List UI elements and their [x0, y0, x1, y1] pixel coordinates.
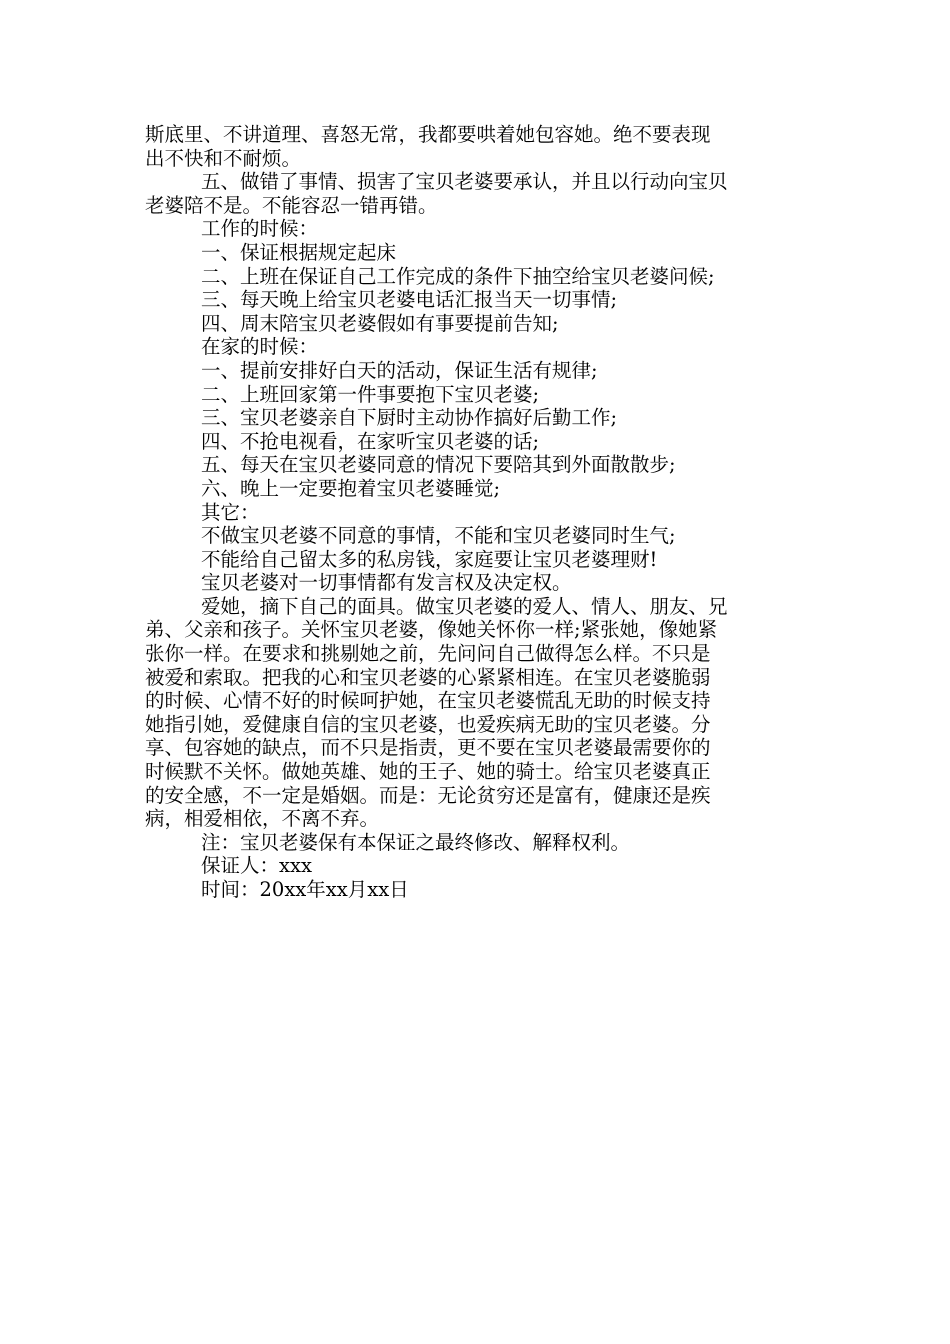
- text-line: 三、宝贝老婆亲自下厨时主动协作搞好后勤工作;: [201, 406, 618, 430]
- text-line: 张你一样。在要求和挑剔她之前，先问问自己做得怎么样。不只是: [145, 642, 711, 666]
- text-line: 不能给自己留太多的私房钱，家庭要让宝贝老婆理财!: [201, 547, 658, 571]
- paragraph: [145, 453, 807, 477]
- text-line: 出不快和不耐烦。: [145, 146, 302, 170]
- paragraph: [145, 241, 807, 265]
- paragraph: [145, 595, 807, 831]
- paragraph: [145, 265, 807, 289]
- text-line: 不做宝贝老婆不同意的事情，不能和宝贝老婆同时生气;: [201, 524, 676, 548]
- text-line: 时间：20xx年xx月xx日: [201, 878, 409, 901]
- text-line: 六、晚上一定要抱着宝贝老婆睡觉;: [201, 476, 501, 500]
- paragraph: [145, 170, 807, 217]
- paragraph: [145, 335, 807, 359]
- text-line: 斯底里、不讲道理、喜怒无常，我都要哄着她包容她。绝不要表现: [145, 123, 711, 146]
- text-line: 一、保证根据规定起床: [201, 240, 397, 264]
- text-line: 的安全感，不一定是婚姻。而是：无论贫穷还是富有，健康还是疾: [145, 783, 711, 807]
- text-line: 二、上班在保证自己工作完成的条件下抽空给宝贝老婆问候;: [201, 264, 715, 288]
- text-line: 的时候、心情不好的时候呵护她，在宝贝老婆慌乱无助的时候支持: [145, 689, 711, 713]
- paragraph: [145, 383, 807, 407]
- text-line: 保证人：xxx: [201, 854, 312, 878]
- text-line: 被爱和索取。把我的心和宝贝老婆的心紧紧相连。在宝贝老婆脆弱: [145, 665, 711, 689]
- text-line: 爱她，摘下自己的面具。做宝贝老婆的爱人、情人、朋友、兄: [201, 594, 728, 618]
- paragraph: [145, 430, 807, 454]
- text-line: 她指引她，爱健康自信的宝贝老婆，也爱疾病无助的宝贝老婆。分: [145, 712, 711, 736]
- paragraph: [145, 359, 807, 383]
- paragraph: [145, 878, 807, 902]
- text-line: 其它：: [201, 500, 260, 524]
- text-line: 三、每天晚上给宝贝老婆电话汇报当天一切事情;: [201, 288, 618, 312]
- document-body: [145, 123, 807, 902]
- text-line: 一、提前安排好白天的活动，保证生活有规律;: [201, 358, 598, 382]
- text-line: 注：宝贝老婆保有本保证之最终修改、解释权利。: [201, 830, 631, 854]
- paragraph: [145, 312, 807, 336]
- paragraph: [145, 524, 807, 548]
- text-line: 工作的时候：: [201, 217, 319, 241]
- paragraph: [145, 123, 807, 170]
- text-line: 在家的时候：: [201, 335, 319, 359]
- text-line: 五、做错了事情、损害了宝贝老婆要承认，并且以行动向宝贝: [201, 170, 728, 194]
- text-line: 享、包容她的缺点，而不只是指责，更不要在宝贝老婆最需要你的: [145, 736, 711, 760]
- text-line: 老婆陪不是。不能容忍一错再错。: [145, 193, 438, 217]
- text-line: 五、每天在宝贝老婆同意的情况下要陪其到外面散散步;: [201, 453, 676, 477]
- paragraph: [145, 854, 807, 878]
- text-line: 四、周末陪宝贝老婆假如有事要提前告知;: [201, 311, 559, 335]
- text-line: 弟、父亲和孩子。关怀宝贝老婆，像她关怀你一样;紧张她，像她紧: [145, 618, 718, 642]
- text-line: 四、不抢电视看，在家听宝贝老婆的话;: [201, 429, 540, 453]
- text-line: 宝贝老婆对一切事情都有发言权及决定权。: [201, 571, 572, 595]
- text-line: 二、上班回家第一件事要抱下宝贝老婆;: [201, 382, 540, 406]
- paragraph: [145, 548, 807, 572]
- paragraph: [145, 477, 807, 501]
- paragraph: [145, 217, 807, 241]
- paragraph: [145, 406, 807, 430]
- paragraph: [145, 571, 807, 595]
- paragraph: [145, 831, 807, 855]
- text-line: 时候默不关怀。做她英雄、她的王子、她的骑士。给宝贝老婆真正: [145, 760, 711, 784]
- paragraph: [145, 288, 807, 312]
- paragraph: [145, 501, 807, 525]
- text-line: 病，相爱相依，不离不弃。: [145, 807, 380, 831]
